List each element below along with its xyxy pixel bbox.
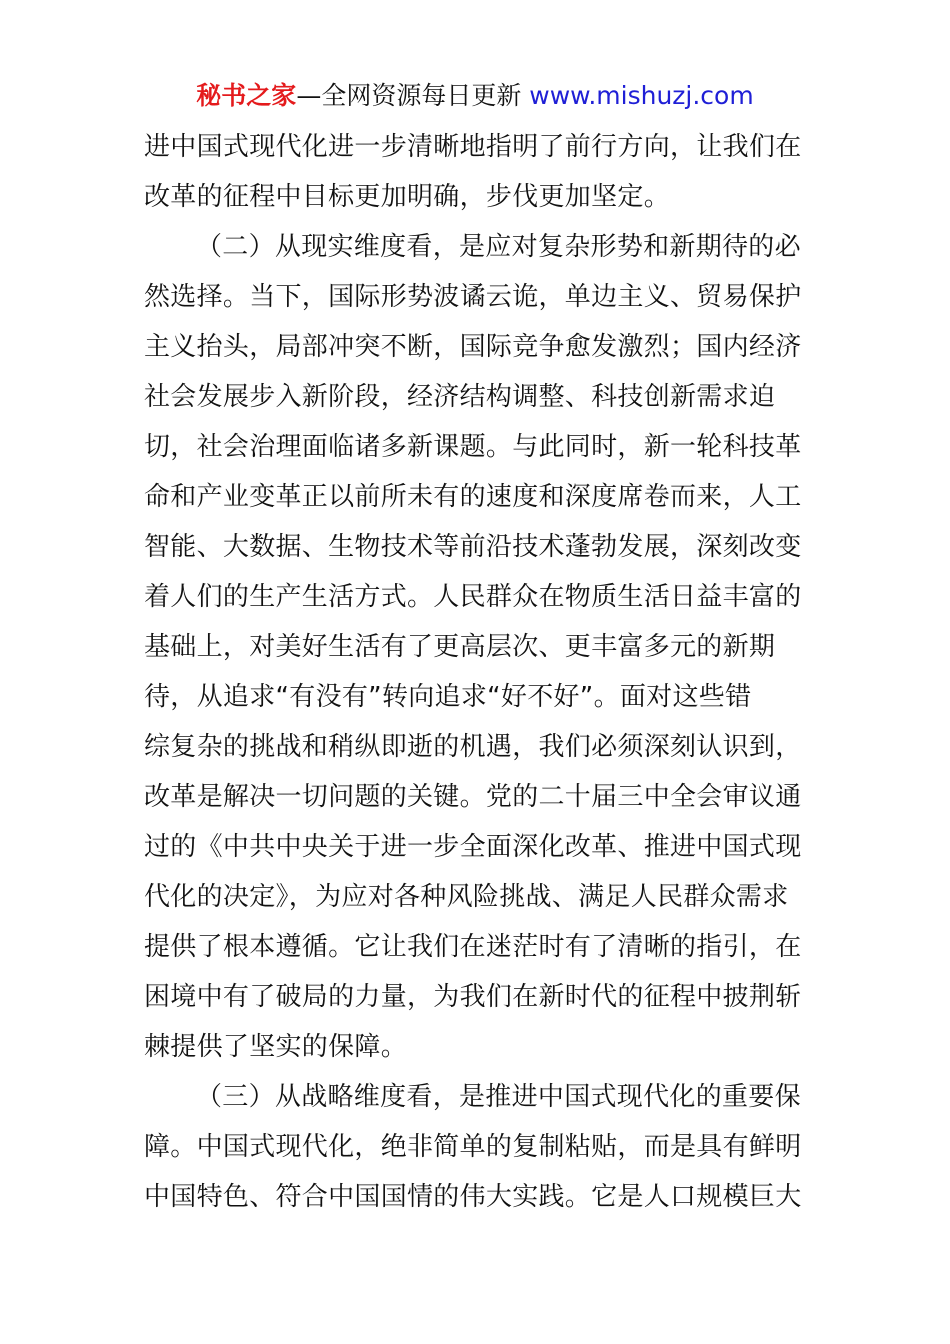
text-line: 改革的征程中目标更加明确，步伐更加坚定。 xyxy=(144,182,671,212)
text-line: 综复杂的挑战和稍纵即逝的机遇，我们必须深刻认识到， xyxy=(144,732,802,762)
text-line: 命和产业变革正以前所未有的速度和深度席卷而来，人工 xyxy=(144,482,802,512)
header-tagline: —全网资源每日更新 xyxy=(296,81,522,110)
text-line: 改革是解决一切问题的关键。党的二十届三中全会审议通 xyxy=(144,782,802,812)
brand-name: 秘书之家 xyxy=(196,81,297,110)
text-line: 然选择。当下，国际形势波谲云诡，单边主义、贸易保护 xyxy=(144,282,802,312)
document-body xyxy=(144,122,824,1222)
text-line: 待，从追求“有没有”转向追求“好不好”。面对这些错 xyxy=(144,682,752,712)
text-line: 障。中国式现代化，绝非简单的复制粘贴，而是具有鲜明 xyxy=(144,1132,802,1162)
text-line: 提供了根本遵循。它让我们在迷茫时有了清晰的指引，在 xyxy=(144,932,802,962)
text-line: 代化的决定》，为应对各种风险挑战、满足人民群众需求 xyxy=(144,882,789,912)
section-heading-line: （二）从现实维度看，是应对复杂形势和新期待的必 xyxy=(196,232,801,262)
text-line: 切，社会治理面临诸多新课题。与此同时，新一轮科技革 xyxy=(144,432,802,462)
text-line: 社会发展步入新阶段，经济结构调整、科技创新需求迫 xyxy=(144,382,776,412)
text-line: 智能、大数据、生物技术等前沿技术蓬勃发展，深刻改变 xyxy=(144,532,802,562)
text-line: 棘提供了坚实的保障。 xyxy=(144,1032,408,1062)
text-line: 进中国式现代化进一步清晰地指明了前行方向，让我们在 xyxy=(144,132,802,162)
page-header xyxy=(0,78,950,114)
text-line: 中国特色、符合中国国情的伟大实践。它是人口规模巨大 xyxy=(144,1182,802,1212)
text-line: 基础上，对美好生活有了更高层次、更丰富多元的新期 xyxy=(144,632,776,662)
site-url-link[interactable]: www.mishuzj.com xyxy=(529,81,754,110)
section-heading-line: （三）从战略维度看，是推进中国式现代化的重要保 xyxy=(196,1082,801,1112)
text-line: 过的《中共中央关于进一步全面深化改革、推进中国式现 xyxy=(144,832,802,862)
text-line: 主义抬头，局部冲突不断，国际竞争愈发激烈；国内经济 xyxy=(144,332,802,362)
text-line: 着人们的生产生活方式。人民群众在物质生活日益丰富的 xyxy=(144,582,802,612)
text-line: 困境中有了破局的力量，为我们在新时代的征程中披荆斩 xyxy=(144,982,802,1012)
